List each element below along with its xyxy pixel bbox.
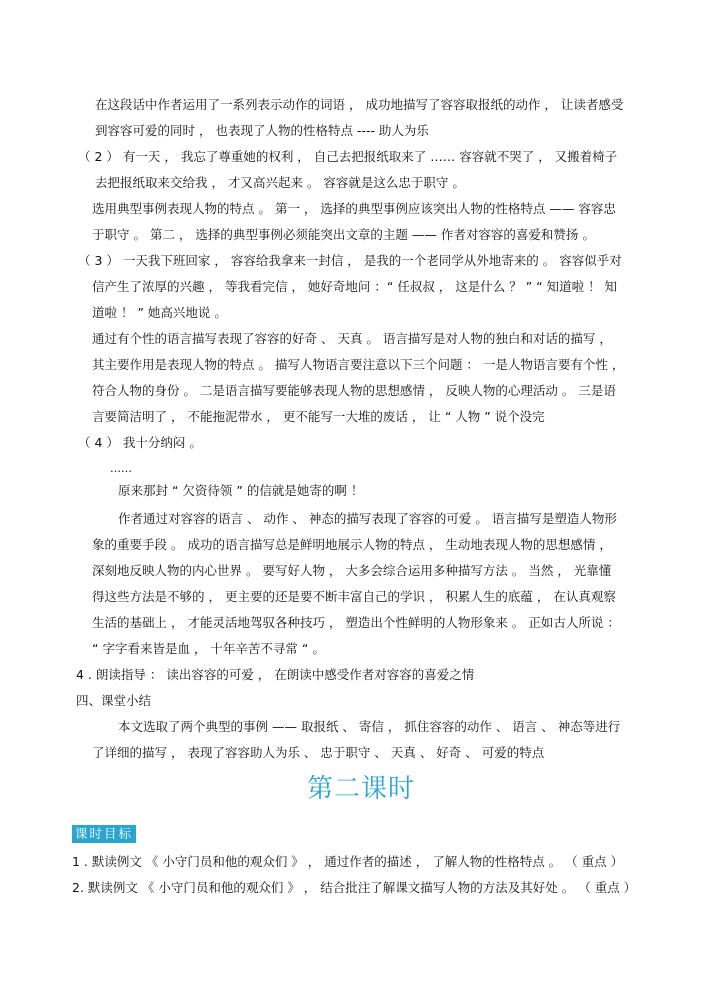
paragraph-line: 道啦 ！ ” 她高兴地说 。 bbox=[92, 305, 227, 320]
paragraph-line: 生活的基础上 ， 才能灵活地驾驭各种技巧 ， 塑造出个性鲜明的人物形象来 。 正如古人所说 ： bbox=[92, 615, 620, 630]
section-title: 四、课堂小结 bbox=[76, 693, 152, 708]
paragraph-line: 符合人物的身份 。 二是语言描写要能够表现人物的思想感情 ， 反映人物的心理活动 。 三是语 bbox=[92, 383, 616, 398]
paragraph-line: 4 . 朗读指导 ： 读出容容的可爱 ， 在朗读中感受作者对容容的喜爱之情 bbox=[76, 667, 475, 682]
paragraph-line: 通过有个性的语言描写表现了容容的好奇 、 天真 。 语言描写是对人物的独白和对话的描写 ， bbox=[92, 331, 612, 346]
paragraph-line: 到容容可爱的同时 ， 也表现了人物的性格特点 ---- 助人为乐 bbox=[95, 123, 429, 138]
paragraph-line: 原来那封 “ 欠资待领 ” 的信就是她寄的啊 ！ bbox=[118, 483, 364, 498]
paragraph-line: “ 字字看来皆是血 ， 十年辛苦不寻常 “ 。 bbox=[92, 641, 325, 656]
paragraph-line: 选用典型事例表现人物的特点 。 第一 ， 选择的典型事例应该突出人物的性格特点 —— 容容忠 bbox=[92, 201, 616, 216]
paragraph-line: 去把报纸取来交给我 ， 才又高兴起来 。 容容就是这么忠于职守 。 bbox=[95, 175, 465, 190]
objectives-badge: 课时目标 bbox=[72, 825, 136, 843]
paragraph-line: 于职守 。 第二 ， 选择的典型事例必须能突出文章的主题 —— 作者对容容的喜爱和赞扬 。 bbox=[92, 227, 595, 242]
paragraph-line: 得这些方法是不够的 ， 更主要的还是要不断丰富自己的学识 ， 积累人生的底蕴 ， 在认真观察 bbox=[92, 589, 616, 604]
paragraph-line: 深刻地反映人物的内心世界 。 要写好人物 ， 大多会综合运用多种描写方法 。 当然 ， 光靠懂 bbox=[92, 563, 612, 578]
paragraph-line: 作者通过对容容的语言 、 动作 、 神态的描写表现了容容的可爱 。 语言描写是塑造人物形 bbox=[118, 511, 617, 526]
paragraph-line: （ 4 ） 我十分纳闷 。 bbox=[78, 435, 202, 450]
paragraph-line: 其主要作用是表现人物的特点 。 描写人物语言要注意以下三个问题 ： 一是人物语言要有个性 ， bbox=[92, 357, 625, 372]
paragraph-line: 言要简洁明了 ， 不能拖泥带水 ， 更不能写一大堆的废话 ， 让 “ 人物 ” 说个没完 bbox=[92, 409, 545, 424]
paragraph-line: 本文选取了两个典型的事例 —— 取报纸 、 寄信 ， 抓住容容的动作 、 语言 、 神态等进行 bbox=[118, 719, 621, 734]
paragraph-line: 信产生了浓厚的兴趣 ， 等我看完信 ， 她好奇地问 ：“ 任叔叔 ， 这是什么 ？ ” “ 知道啦 ！ 知 bbox=[92, 279, 618, 294]
objective-item: 1 . 默读例文 《 小守门员和他的观众们 》 ， 通过作者的描述 ， 了解人物的性格特点 。 （ 重点 ） bbox=[72, 854, 624, 869]
lesson-heading: 第二课时 bbox=[306, 774, 415, 804]
ellipsis-line: …… bbox=[110, 462, 132, 475]
paragraph-line: 在这段话中作者运用了一系列表示动作的词语 ， 成功地描写了容容取报纸的动作 ， 让读者感受 bbox=[95, 97, 624, 112]
paragraph-line: （ 3 ） 一天我下班回家 ， 容容给我拿来一封信 ， 是我的一个老同学从外地寄来的 。 容容似乎对 bbox=[78, 253, 622, 268]
paragraph-line: （ 2 ） 有一天 ， 我忘了尊重她的权利 ， 自己去把报纸取来了 …… 容容就不哭了 ， 又搬着椅子 bbox=[78, 149, 618, 164]
paragraph-line: 了详细的描写 ， 表现了容容助人为乐 、 忠于职守 、 天真 、 好奇 、 可爱的特点 bbox=[92, 745, 545, 760]
objective-item: 2. 默读例文 《 小守门员和他的观众们 》 ， 结合批注了解课文描写人物的方法及其好处 。 （ 重点 ） bbox=[72, 880, 637, 895]
paragraph-line: 象的重要手段 。 成功的语言描写总是鲜明地展示人物的特点 ， 生动地表现人物的思想感情 ， bbox=[92, 537, 612, 552]
